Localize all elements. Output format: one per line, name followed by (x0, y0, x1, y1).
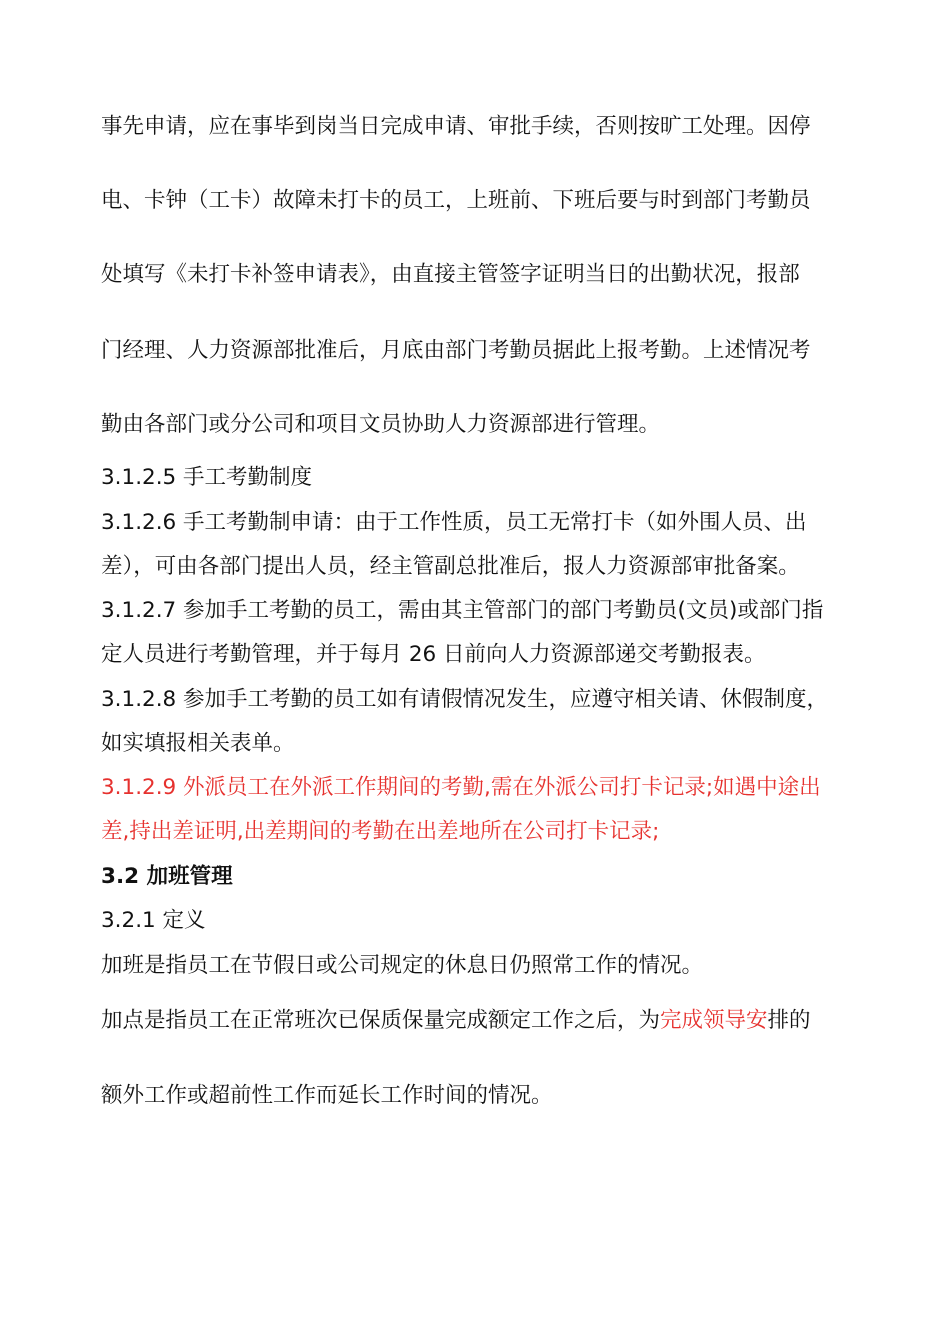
section-heading-3-2: 3.2 加班管理 (101, 864, 233, 889)
section-3-1-2-5: 3.1.2.5 手工考勤制度 (101, 465, 313, 490)
overtime-definition: 加班是指员工在节假日或公司规定的休息日仍照常工作的情况。 (101, 953, 704, 978)
paragraph-line: 电、卡钟（工卡）故障未打卡的员工，上班前、下班后要与时到部门考勤员 (101, 188, 811, 213)
paragraph-line: 事先申请，应在事毕到岗当日完成申请、审批手续，否则按旷工处理。因停 (101, 114, 811, 139)
section-3-1-2-6-line: 差），可由各部门提出人员，经主管副总批准后，报人力资源部审批备案。 (101, 554, 800, 579)
section-3-1-2-6-line: 3.1.2.6 手工考勤制申请：由于工作性质，员工无常打卡（如外围人员、出 (101, 510, 807, 535)
section-3-1-2-8-line: 如实填报相关表单。 (101, 731, 295, 756)
section-3-1-2-7-line: 3.1.2.7 参加手工考勤的员工，需由其主管部门的部门考勤员(文员)或部门指 (101, 598, 824, 623)
section-3-1-2-7-line: 定人员进行考勤管理，并于每月 26 日前向人力资源部递交考勤报表。 (101, 642, 766, 667)
extra-hours-text: 排的 (767, 1008, 811, 1033)
paragraph-line: 门经理、人力资源部批准后，月底由部门考勤员据此上报考勤。上述情况考 (101, 338, 811, 363)
paragraph-line: 处填写《未打卡补签申请表》，由直接主管签字证明当日的出勤状况，报部 (101, 262, 800, 287)
extra-hours-definition-line: 额外工作或超前性工作而延长工作时间的情况。 (101, 1083, 553, 1108)
section-3-1-2-8-line: 3.1.2.8 参加手工考勤的员工如有请假情况发生，应遵守相关请、休假制度， (101, 687, 829, 712)
extra-hours-definition-line (101, 1006, 811, 1036)
section-3-1-2-9-line: 3.1.2.9 外派员工在外派工作期间的考勤,需在外派公司打卡记录;如遇中途出 (101, 775, 821, 800)
extra-hours-highlight: 完成领导安 (660, 1008, 768, 1033)
extra-hours-text: 加点是指员工在正常班次已保质保量完成额定工作之后，为 (101, 1008, 661, 1033)
paragraph-line: 勤由各部门或分公司和项目文员协助人力资源部进行管理。 (101, 412, 661, 437)
section-heading-3-2-1: 3.2.1 定义 (101, 908, 206, 933)
section-3-1-2-9-line: 差,持出差证明,出差期间的考勤在出差地所在公司打卡记录; (101, 819, 660, 844)
